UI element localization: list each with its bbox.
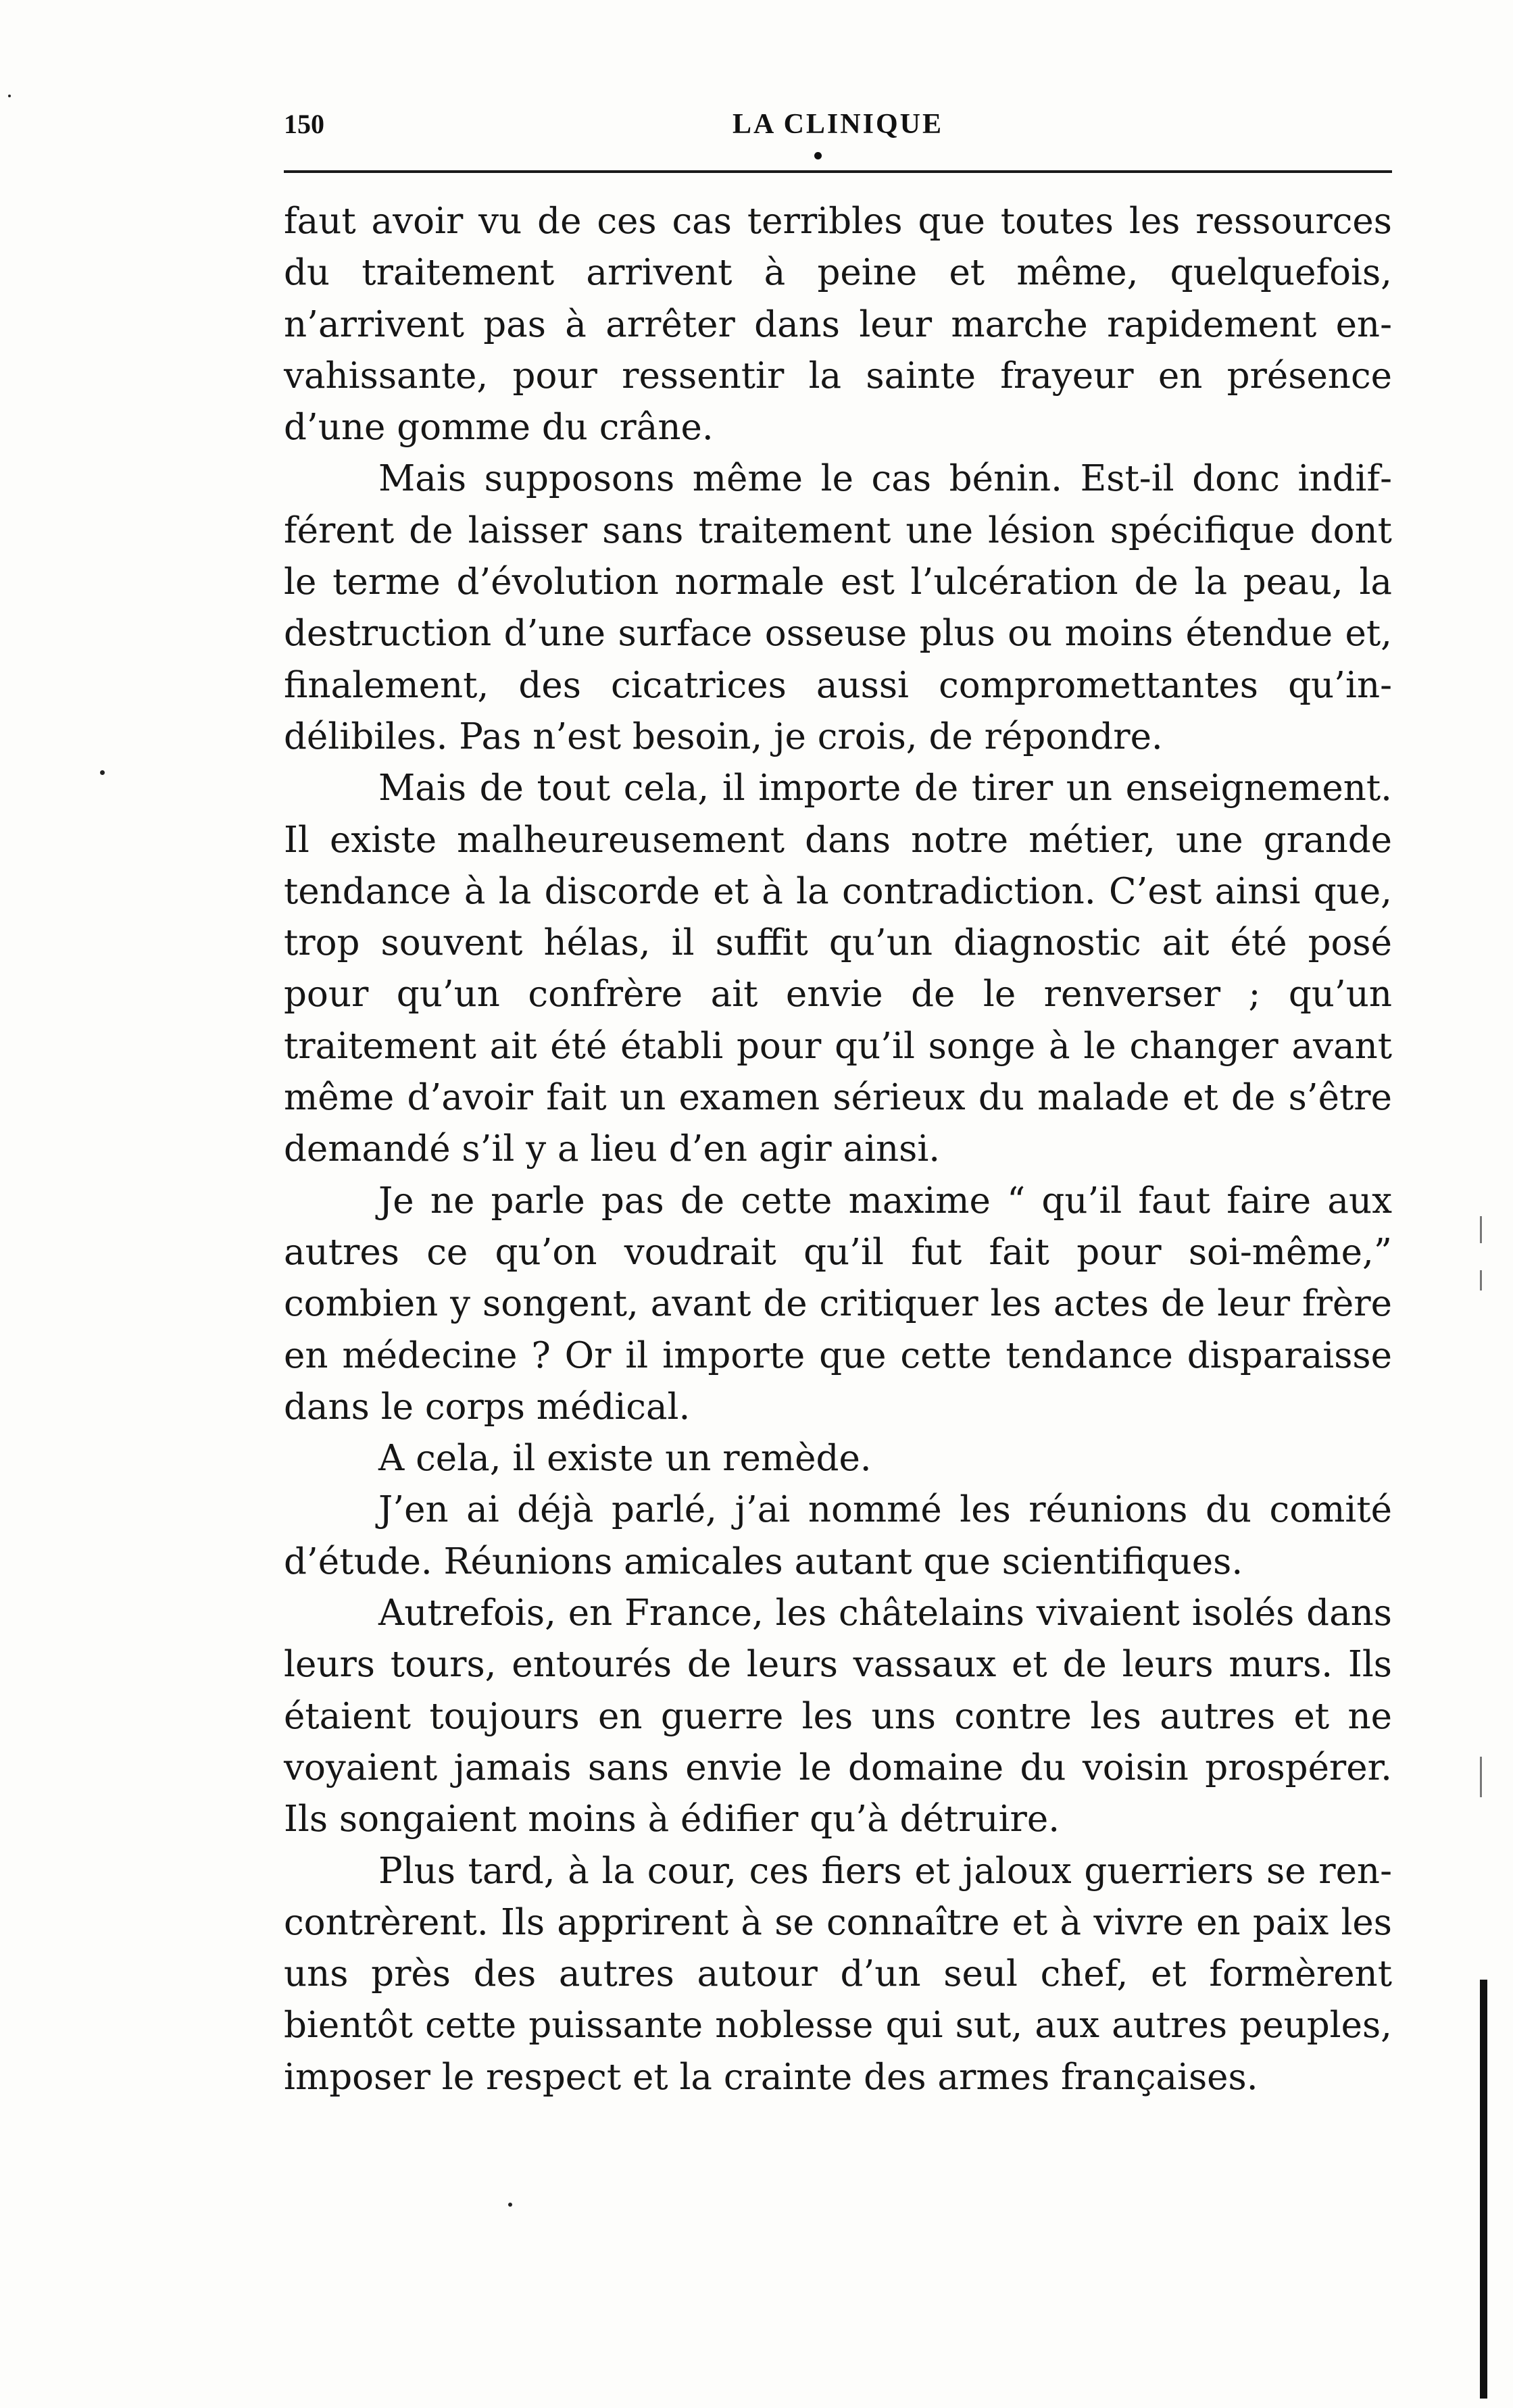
paragraph: Autrefois, en France, les châtelains vivaient isolés dans leurs tours, entourés de leurs vassaux et de leurs murs. Ils étaient toujours en guerre les uns contre les autres et ne voyaient jamais sans envie le domaine du voisin prospérer. Ils songaient moins à édifier qu’à détruire. bbox=[284, 1592, 1392, 1840]
scan-edge-mark bbox=[1480, 1270, 1482, 1290]
running-title: LA CLINIQUE bbox=[733, 109, 943, 140]
body-text bbox=[284, 196, 1392, 2103]
paragraph: J’en ai déjà parlé, j’ai nommé les réunions du comité d’étude. Réunions amicales autant que scientifiques. bbox=[284, 1489, 1392, 1582]
scan-speck bbox=[100, 770, 105, 775]
paragraph: Plus tard, à la cour, ces fiers et jaloux guerriers se rencontrèrent. Ils apprirent à se connaître et à vivre en paix les uns près des autres autour d’un seul chef, et formèrent bientôt cette puissante noblesse qui sut, aux autres peuples, imposer le respect et la crainte des armes françaises. bbox=[284, 1850, 1392, 2098]
paragraph: Mais de tout cela, il importe de tirer un enseignement. Il existe malheureusement dans notre métier, une grande tendance à la discorde et à la contradiction. C’est ainsi que, trop souvent hélas, il suffit qu’un diagnostic ait été posé pour qu’un confrère ait envie de le renverser ; qu’un traitement ait été établi pour qu’il songe à le changer avant même d’avoir fait un examen sérieux du malade et de s’être demandé s’il y a lieu d’en agir ainsi. bbox=[284, 768, 1392, 1170]
paragraph: A cela, il existe un remède. bbox=[378, 1438, 872, 1480]
running-head bbox=[284, 101, 1392, 149]
header-ornament-dot bbox=[814, 152, 822, 159]
scan-edge-mark bbox=[1480, 1757, 1482, 1797]
scan-speck bbox=[8, 95, 11, 97]
header-rule bbox=[284, 170, 1392, 173]
paragraph: Mais supposons même le cas bénin. Est-il donc indifférent de laisser sans traitement une lésion spécifique dont le terme d’évolution normale est l’ulcération de la peau, la destruction d’une surface osseuse plus ou moins étendue et, finalement, des cicatrices aussi compromettantes qu’indélibiles. Pas n’est besoin, je crois, de répondre. bbox=[284, 458, 1392, 757]
scan-edge-mark bbox=[1480, 1216, 1482, 1243]
scan-edge-bar bbox=[1480, 1980, 1487, 2399]
scan-speck bbox=[508, 2203, 512, 2207]
paragraph: Je ne parle pas de cette maxime “ qu’il faut faire aux autres ce qu’on voudrait qu’il fut fait pour soi-même,” combien y songent, avant de critiquer les actes de leur frère en médecine ? Or il importe que cette tendance disparaisse dans le corps médical. bbox=[284, 1180, 1392, 1428]
page-number: 150 bbox=[284, 109, 324, 139]
paragraph: faut avoir vu de ces cas terribles que toutes les ressources du traitement arrivent à peine et même, quelquefois, n’arrivent pas à arrêter dans leur marche rapidement envahissante, pour ressentir la sainte frayeur en présence d’une gomme du crâne. bbox=[284, 201, 1392, 449]
